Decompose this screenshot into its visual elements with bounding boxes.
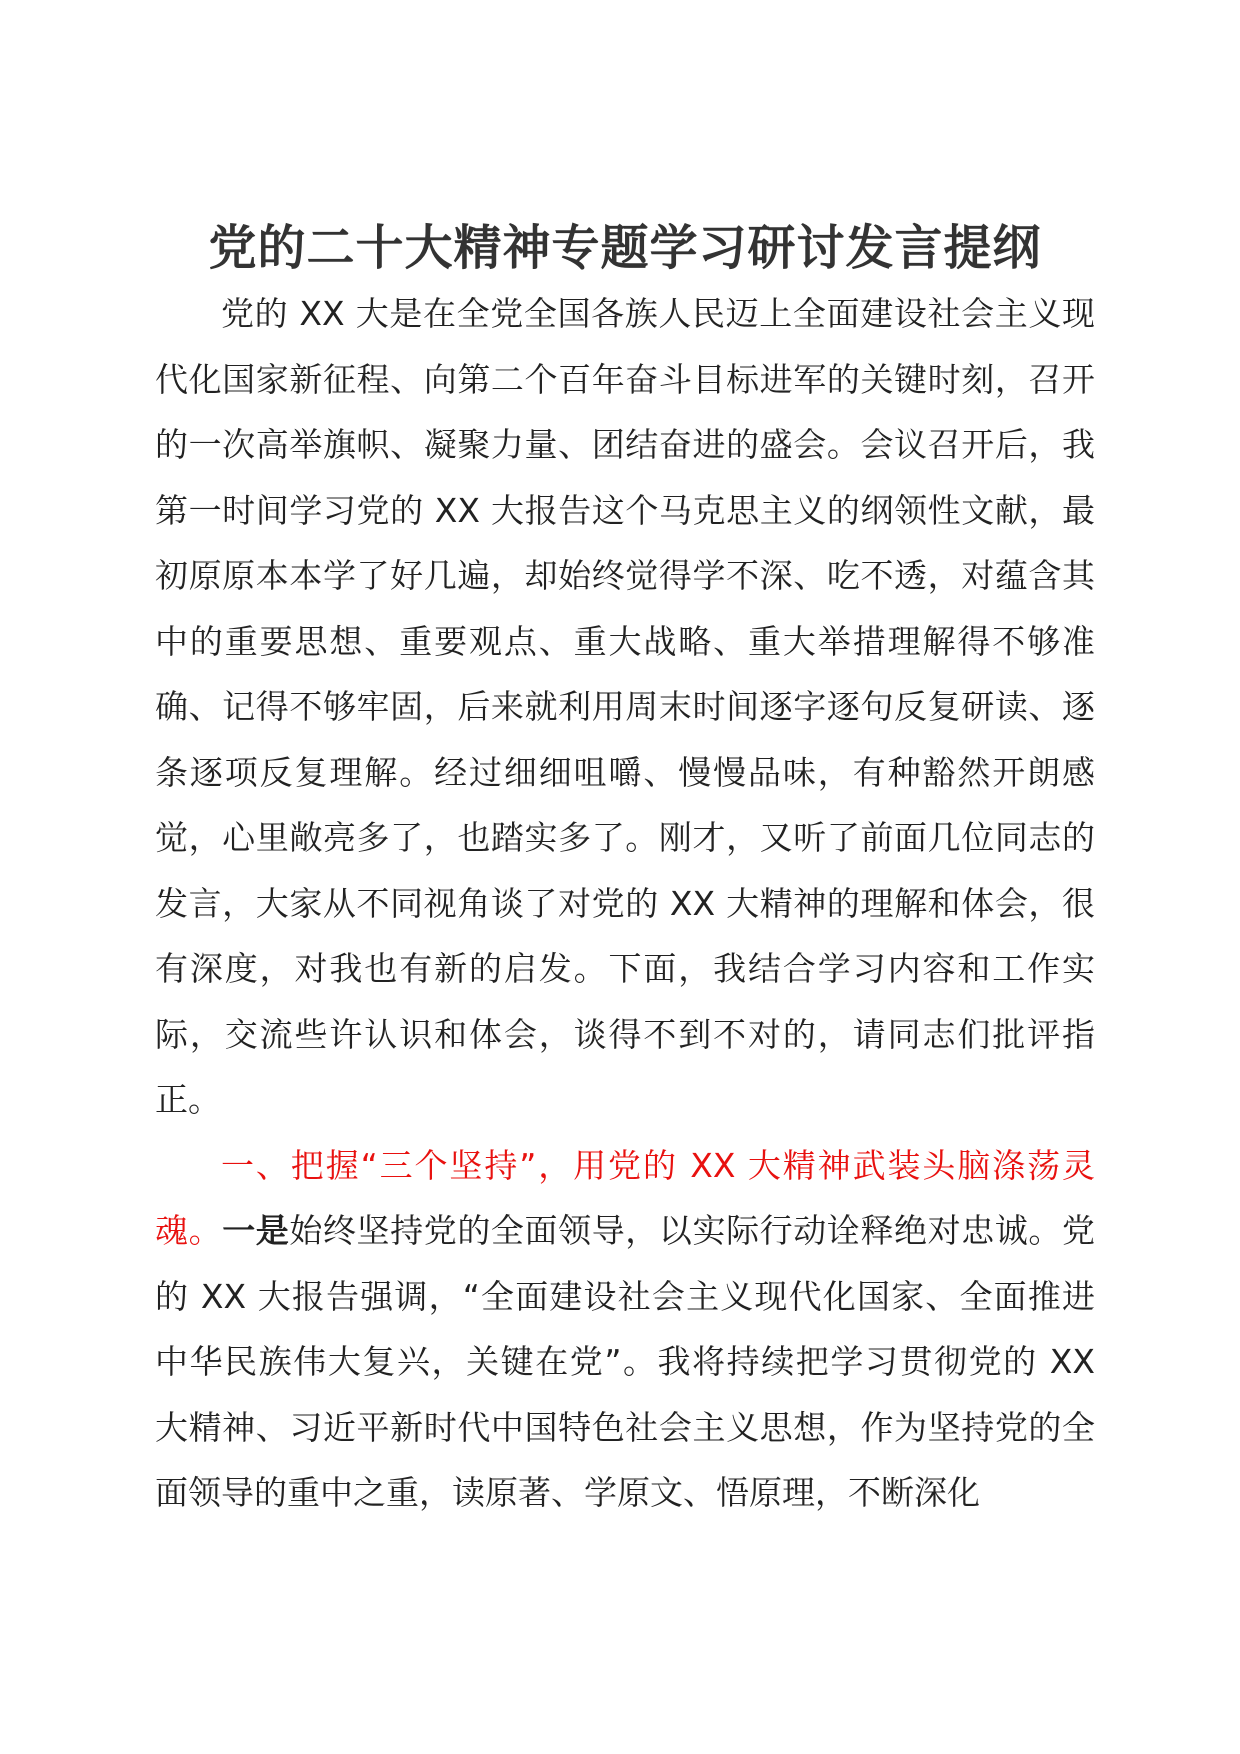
document-page bbox=[155, 215, 1095, 1526]
section-one-paragraph bbox=[155, 1133, 1095, 1526]
section-one-heading: 一、把握“三个坚持”，用党的 XX 大精神武装头脑涤荡灵魂。 bbox=[155, 1145, 1095, 1250]
section-one-text: 始终坚持党的全面领导，以实际行动诠释绝对忠诚。党的 XX 大报告强调，“全面建设社会主义现代化国家、全面推进中华民族伟大复兴，关键在党”。我将持续把学习贯彻党的 XX 大精神、习近平新时代中国特色社会主义思想，作为坚持党的全面领导的重中之重，读原著、学原文、悟原理，不断深化 bbox=[155, 1211, 1096, 1512]
intro-paragraph: 党的 XX 大是在全党全国各族人民迈上全面建设社会主义现代化国家新征程、向第二个百年奋斗目标进军的关键时刻，召开的一次高举旗帜、凝聚力量、团结奋进的盛会。会议召开后，我第一时间学习党的 XX 大报告这个马克思主义的纲领性文献，最初原原本本学了好几遍，却始终觉得学不深、吃不透，对蕴含其中的重要思想、重要观点、重大战略、重大举措理解得不够准确、记得不够牢固，后来就利用周末时间逐字逐句反复研读、逐条逐项反复理解。经过细细咀嚼、慢慢品味，有种豁然开朗感觉，心里敞亮多了，也踏实多了。刚才，又听了前面几位同志的发言，大家从不同视角谈了对党的 XX 大精神的理解和体会，很有深度，对我也有新的启发。下面，我结合学习内容和工作实际，交流些许认识和体会，谈得不到不对的，请同志们批评指正。 bbox=[155, 294, 1095, 1119]
document-title: 党的二十大精神专题学习研讨发言提纲 bbox=[208, 220, 1042, 276]
point-one-label: 一是 bbox=[222, 1211, 290, 1250]
